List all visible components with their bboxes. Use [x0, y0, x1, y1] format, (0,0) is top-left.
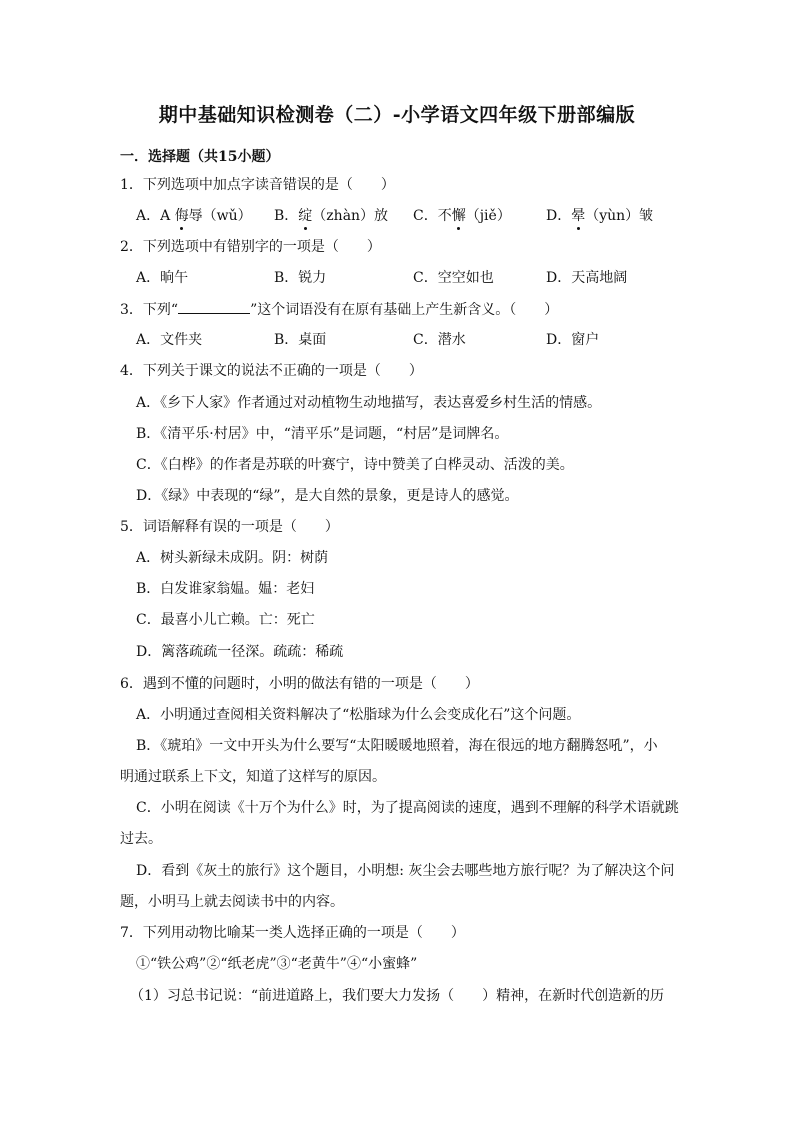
- question-3-option-a[interactable]: A．文件夹: [136, 332, 203, 348]
- stem-suffix: ”这个词语没有在原有基础上产生新含义。（ ）: [250, 302, 559, 318]
- option-prefix: D．: [546, 208, 572, 224]
- option-prefix: A．A: [136, 208, 175, 224]
- question-5-option-b[interactable]: B．白发谁家翁媪。媪：老妇: [136, 581, 315, 597]
- question-6-option-d-line1[interactable]: D．看到《灰土的旅行》这个题目，小明想: 灰尘会去哪些地方旅行呢？为了解决这个问: [136, 863, 675, 879]
- question-7-subquestion-1: （1）习总书记说：“前进道路上，我们要大力发扬（ ）精神，在新时代创造新的历: [130, 988, 665, 1004]
- dotted-char: 侮: [174, 208, 189, 224]
- question-3-option-b[interactable]: B．桌面: [274, 332, 327, 348]
- question-7-items: ①“铁公鸡”②“纸老虎”③“老黄牛”④“小蜜蜂”: [136, 956, 418, 972]
- option-suffix: 辱（wǔ）: [188, 208, 252, 224]
- question-3-option-d[interactable]: D．窗户: [546, 332, 600, 348]
- question-6-option-b-line1[interactable]: B．《琥珀》一文中开头为什么要写“太阳暖暖地照着，海在很远的地方翻腾怒吼”，小: [136, 738, 658, 754]
- question-6-option-a[interactable]: A．小明通过查阅相关资料解决了“松脂球为什么会变成化石”这个问题。: [136, 707, 581, 723]
- question-1-stem: 1．下列选项中加点字读音错误的是（ ）: [120, 177, 395, 193]
- dotted-char: 晕: [571, 208, 586, 224]
- question-3-stem: [120, 299, 558, 320]
- question-5-option-a[interactable]: A．树头新绿未成阴。阴：树荫: [136, 550, 329, 566]
- question-2-stem: 2．下列选项中有错别字的一项是（ ）: [120, 239, 381, 255]
- question-1-option-a[interactable]: [136, 206, 252, 226]
- question-1-option-d[interactable]: [546, 206, 653, 226]
- question-7-stem: 7．下列用动物比喻某一类人选择正确的一项是（ ）: [120, 925, 465, 941]
- stem-prefix: 3．下列“: [120, 302, 179, 318]
- fill-blank: [178, 299, 250, 314]
- section-heading: 一．选择题（共15小题）: [120, 149, 280, 165]
- dotted-char: 绽: [298, 208, 313, 224]
- option-suffix: （yùn）皱: [585, 208, 654, 224]
- question-5-stem: 5．词语解释有误的一项是（ ）: [120, 519, 339, 535]
- option-suffix: （jiě）: [465, 208, 511, 224]
- question-2-option-b[interactable]: B．锐力: [274, 270, 327, 286]
- dotted-char: 懈: [451, 208, 466, 224]
- question-5-option-c[interactable]: C．最喜小儿亡赖。亡：死亡: [136, 612, 315, 628]
- question-6-option-c-line1[interactable]: C．小明在阅读《十万个为什么》时，为了提高阅读的速度，遇到不理解的科学术语就跳: [136, 800, 679, 816]
- question-6-stem: 6．遇到不懂的问题时，小明的做法有错的一项是（ ）: [120, 676, 479, 692]
- question-1-option-b[interactable]: [274, 206, 388, 226]
- question-3-option-c[interactable]: C．潜水: [413, 332, 466, 348]
- option-suffix: （zhàn）放: [312, 208, 389, 224]
- question-4-option-d[interactable]: D．《绿》中表现的“绿”，是大自然的景象，更是诗人的感觉。: [136, 488, 519, 504]
- page-title: 期中基础知识检测卷（二）-小学语文四年级下册部编版: [158, 104, 636, 126]
- question-6-option-b-line2[interactable]: 明通过联系上下文，知道了这样写的原因。: [120, 769, 386, 785]
- option-prefix: B．: [274, 208, 299, 224]
- question-4-option-c[interactable]: C．《白桦》的作者是苏联的叶赛宁，诗中赞美了白桦灵动、活泼的美。: [136, 457, 574, 473]
- question-6-option-c-line2[interactable]: 过去。: [120, 831, 162, 847]
- question-5-option-d[interactable]: D．篱落疏疏一径深。疏疏：稀疏: [136, 644, 344, 660]
- question-2-option-d[interactable]: D．天高地阔: [546, 270, 628, 286]
- question-6-option-d-line2[interactable]: 题，小明马上就去阅读书中的内容。: [120, 894, 344, 910]
- option-prefix: C．不: [413, 208, 452, 224]
- question-4-option-a[interactable]: A．《乡下人家》作者通过对动植物生动地描写，表达喜爱乡村生活的情感。: [136, 395, 602, 411]
- question-1-option-c[interactable]: [413, 206, 511, 226]
- question-4-option-b[interactable]: B．《清平乐·村居》中，“清平乐”是词题，“村居”是词牌名。: [136, 426, 509, 442]
- question-4-stem: 4．下列关于课文的说法不正确的一项是（ ）: [120, 363, 423, 379]
- question-2-option-a[interactable]: A．晌午: [136, 270, 189, 286]
- question-2-option-c[interactable]: C．空空如也: [413, 270, 494, 286]
